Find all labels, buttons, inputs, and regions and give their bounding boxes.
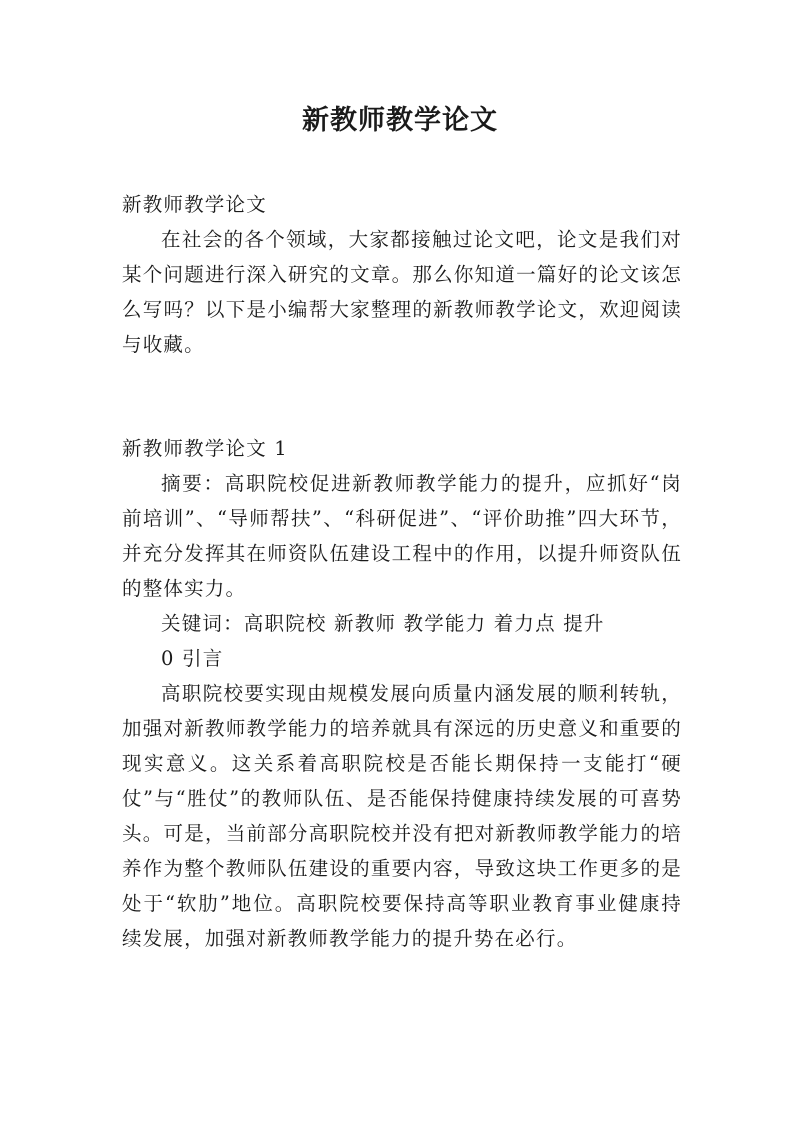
keywords-line: 关键词：高职院校 新教师 教学能力 着力点 提升 [161, 612, 605, 635]
body-paragraph: 高职院校要实现由规模发展向质量内涵发展的顺利转轨，加强对新教师教学能力的培养就具有深远的历史意义和重要的现实意义。这关系着高职院校是否能长期保持一支能打“硬仗”与“胜仗”的教师队伍、是否能保持健康持续发展的可喜势头。可是，当前部分高职院校并没有把对新教师教学能力的培养作为整个教师队伍建设的重要内容，导致这块工作更多的是处于“软肋”地位。高职院校要保持高等职业教育事业健康持续发展，加强对新教师教学能力的提升势在必行。 [122, 682, 682, 950]
document-subtitle: 新教师教学论文 [122, 193, 267, 216]
introduction-heading: 0 引言 [161, 647, 224, 670]
section-heading: 新教师教学论文 1 [122, 437, 288, 460]
document-title: 新教师教学论文 [302, 105, 498, 136]
abstract-paragraph: 摘要：高职院校促进新教师教学能力的提升，应抓好“岗前培训”、“导师帮扶”、“科研促进”、“评价助推”四大环节，并充分发挥其在师资队伍建设工程中的作用，以提升师资队伍的整体实力。 [122, 472, 682, 600]
document-body [122, 187, 682, 956]
spacer [122, 362, 682, 397]
spacer [122, 397, 682, 431]
intro-paragraph: 在社会的各个领域，大家都接触过论文吧，论文是我们对某个问题进行深入研究的文章。那么你知道一篇好的论文该怎么写吗？以下是小编帮大家整理的新教师教学论文，欢迎阅读与收藏。 [122, 228, 682, 356]
